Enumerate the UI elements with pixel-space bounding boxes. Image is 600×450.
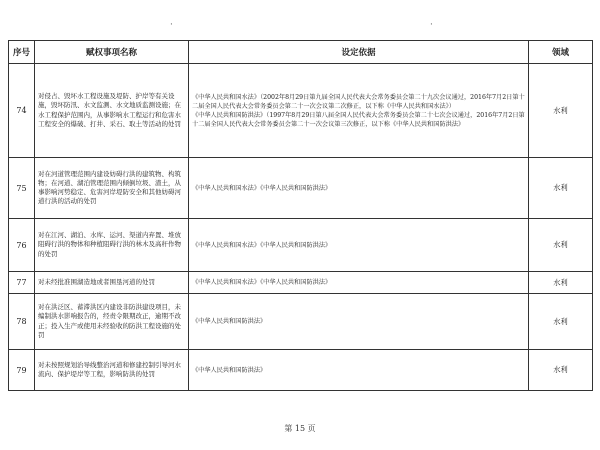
item-field: 水利 [529, 219, 593, 272]
page-number: 第 15 页 [284, 424, 316, 433]
row-number: 75 [9, 158, 35, 219]
item-basis [189, 294, 529, 350]
item-basis [189, 64, 529, 158]
table-row [9, 272, 593, 294]
basis-text: 《中华人民共和国水法》（2002年8月29日第九届全国人民代表大会常务委员会第二十九次会议通过，2016年7月2日第十二届全国人民代表大会常务委员会第二十一次会议第二次修正，以下称《中华人民共和国水法》） [192, 93, 525, 110]
header-basis: 设定依据 [189, 41, 529, 64]
row-number: 77 [9, 272, 35, 294]
item-name: 对未经批准围湖造地或者围垦河道的处罚 [35, 272, 189, 294]
basis-text: 《中华人民共和国防洪法》 [192, 318, 267, 325]
row-number: 74 [9, 64, 35, 158]
basis-text: 《中华人民共和国水法》《中华人民共和国防洪法》 [192, 184, 332, 192]
header-no: 序号 [9, 41, 35, 64]
table-row [9, 219, 593, 272]
basis-text: 《中华人民共和国水法》《中华人民共和国防洪法》 [192, 241, 332, 249]
item-basis [189, 350, 529, 391]
table-row [9, 158, 593, 219]
table-header-row [9, 41, 593, 64]
table-row [9, 350, 593, 391]
scan-mark-left: · [170, 20, 173, 30]
item-field: 水利 [529, 294, 593, 350]
authority-table [8, 40, 593, 391]
item-name: 对侵占、毁坏水工程设施及堤防、护岸等有关设施，毁坏防汛、水文监测、水文地质监测设施；在水工程保护范围内，从事影响水工程运行和危害水工程安全的爆破、打井、采石、取土等活动的处罚 [35, 64, 189, 158]
row-number: 79 [9, 350, 35, 391]
table-row [9, 294, 593, 350]
item-name: 对在洪泛区、蓄滞洪区内建设非防洪建设项目，未编制洪水影响报告的，经责令限期改正，逾期不改正；投入生产或使用未经验收的防洪工程设施的处罚 [35, 294, 189, 350]
header-name: 赋权事项名称 [35, 41, 189, 64]
item-name: 对在江河、湖泊、水库、运河、渠道内弃置、堆放阻碍行洪的物体和种植阻碍行洪的林木及高秆作物的处罚 [35, 219, 189, 272]
item-field: 水利 [529, 350, 593, 391]
row-number: 78 [9, 294, 35, 350]
basis-text: 《中华人民共和国水法》《中华人民共和国防洪法》 [192, 279, 332, 286]
item-field: 水利 [529, 272, 593, 294]
item-basis [189, 158, 529, 219]
item-basis [189, 219, 529, 272]
basis-text: 《中华人民共和国防洪法》 [192, 366, 267, 374]
table-row [9, 64, 593, 158]
item-basis [189, 272, 529, 294]
header-field: 领域 [529, 41, 593, 64]
row-number: 76 [9, 219, 35, 272]
item-name: 对未按照规划治导线整治河道和修建控制引导河水流向、保护堤岸等工程，影响防洪的处罚 [35, 350, 189, 391]
item-field: 水利 [529, 64, 593, 158]
basis-text: 《中华人民共和国防洪法》（1997年8月29日第八届全国人民代表大会常务委员会第二十七次会议通过，2016年7月2日第十二届全国人民代表大会常务委员会第二十一次会议第三次修正，以下称《中华人民共和国防洪法》 [192, 111, 525, 128]
scan-mark-right: · [430, 20, 433, 30]
item-name: 对在河道管理范围内建设妨碍行洪的建筑物、构筑物；在河道、湖泊管理范围内倾倒垃圾、渣土，从事影响河势稳定、危害河岸堤防安全和其他妨碍河道行洪的活动的处罚 [35, 158, 189, 219]
item-field: 水利 [529, 158, 593, 219]
